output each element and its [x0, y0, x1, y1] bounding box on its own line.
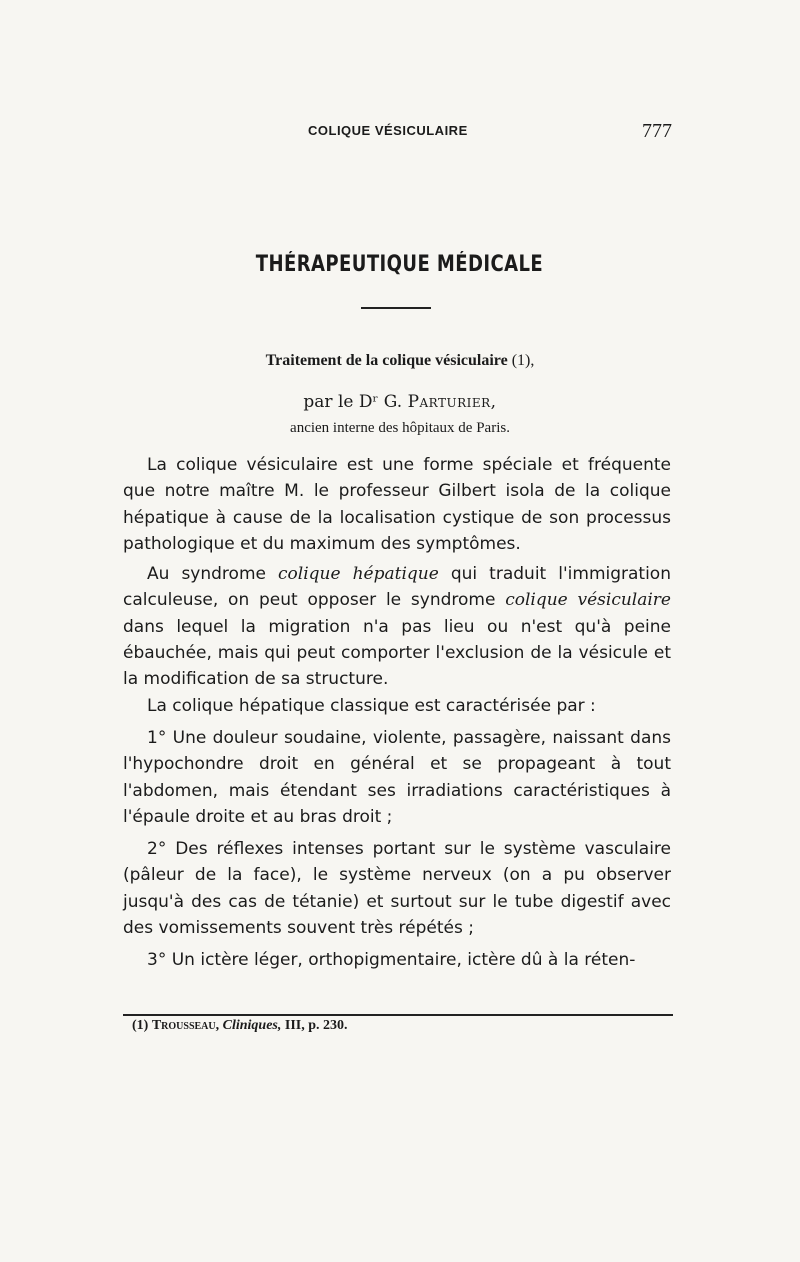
- footnote: [132, 1018, 348, 1034]
- list-item-3: 3° Un ictère léger, orthopigmentaire, ictère dû à la réten-: [147, 950, 636, 971]
- paragraph-2: [123, 561, 671, 692]
- section-title: THÉRAPEUTIQUE MÉDICALE: [255, 252, 544, 277]
- author-affiliation: ancien interne des hôpitaux de Paris.: [290, 420, 510, 436]
- byline-prefix: par le Dʳ G.: [303, 392, 403, 412]
- list-item-2: 2° Des réflexes intenses portant sur le système vasculaire (pâleur de la face), le système nerveux (on a pu observer jusqu'à des cas de tétanie) et surtout sur le tube digestif avec des vomissements souvent très répétés ;: [123, 839, 671, 939]
- footnote-marker: (1): [132, 1018, 149, 1033]
- paragraph-2-middle: qui traduit l'immigration calculeuse, on peut opposer le syndrome: [123, 564, 671, 611]
- author-name: Parturier,: [407, 392, 497, 412]
- paragraph-2-start: Au syndrome: [147, 564, 279, 585]
- footnote-reference: III, p. 230.: [284, 1018, 348, 1033]
- paragraph-2-italic-2: colique vésiculaire: [505, 590, 671, 611]
- byline: [0, 392, 800, 412]
- footnote-rule: [123, 1014, 673, 1016]
- article-title-text: Traitement de la colique vésiculaire: [265, 352, 508, 369]
- list-item-1: 1° Une douleur soudaine, violente, passagère, naissant dans l'hypochondre droit en général et se propageant à tout l'abdomen, mais étendant ses irradiations caractéristiques à l'épaule droite et au bras droit ;: [123, 727, 671, 827]
- title-rule: [361, 307, 431, 309]
- running-title: COLIQUE VÉSICULAIRE: [308, 123, 468, 138]
- paragraph-1: La colique vésiculaire est une forme spéciale et fréquente que notre maître M. le professeur Gilbert isola de la colique hépatique à cause de la localisation cystique de son processus pathologique et du maximum des symptômes.: [123, 455, 671, 554]
- footnote-work: Cliniques,: [222, 1018, 282, 1033]
- page-number: 777: [642, 120, 672, 142]
- paragraph-3: La colique hépatique classique est caractérisée par :: [147, 695, 596, 716]
- article-body: [123, 452, 671, 974]
- running-header: [0, 120, 800, 144]
- paragraph-2-italic-1: colique hépatique: [278, 564, 439, 585]
- footnote-ref: (1),: [511, 352, 535, 369]
- paragraph-2-end: dans lequel la migration n'a pas lieu ou n'est qu'à peine ébauchée, mais qui peut comporter l'exclusion de la vésicule et la modification de sa structure.: [123, 616, 671, 690]
- footnote-author: Trousseau,: [151, 1018, 220, 1033]
- article-title: [0, 352, 800, 370]
